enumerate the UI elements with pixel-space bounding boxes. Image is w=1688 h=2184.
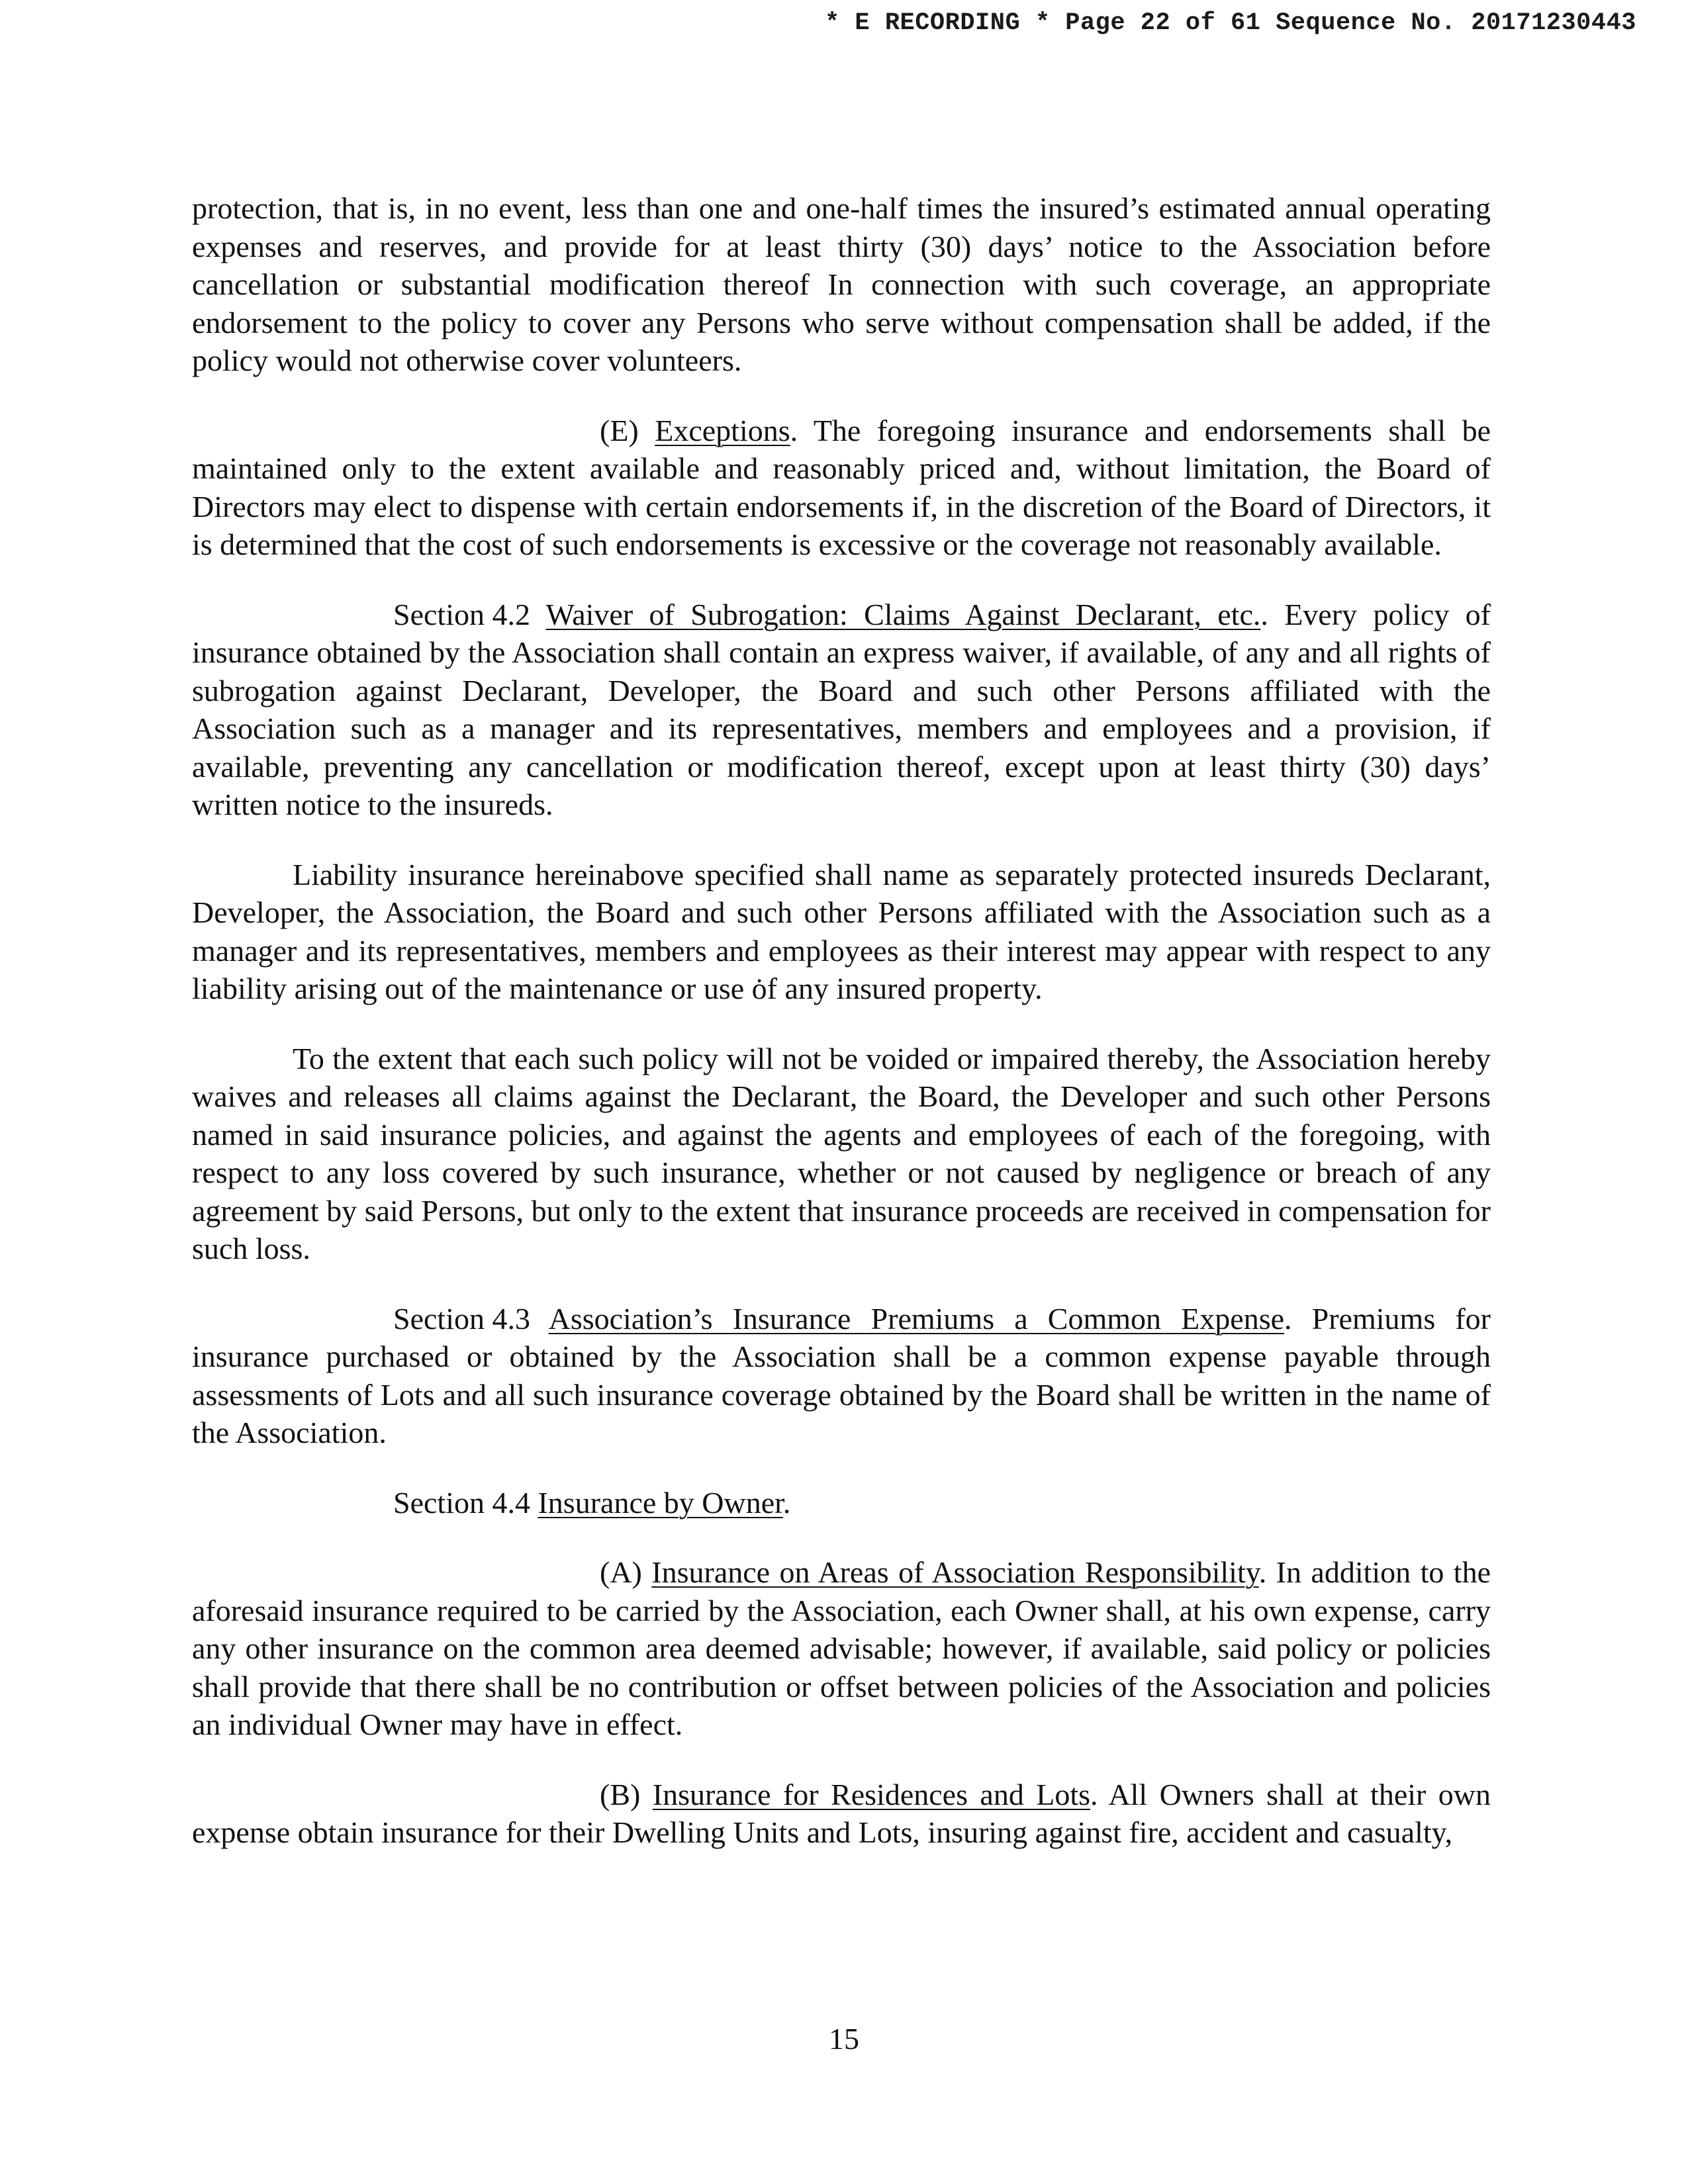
- paragraph-text: Liability insurance hereinabove specified shall name as separately protected insureds Declarant, Developer, the Association, the Board and such other Persons affiliated with the Association such as a manager and its representatives, members and employees as their interest may appear with respect to any liability arising out of the maintenance or use ȯf any insured property.: [192, 857, 1491, 1005]
- paragraph-association-responsibility: [192, 1553, 1491, 1744]
- paragraph-text: protection, that is, in no event, less than one and one-half times the insured’s estimated annual operating expenses and reserves, and provide for at least thirty (30) days’ notice to the Association before cancellation or substantial modification thereof In connection with such coverage, an appropriate endorsement to the policy to cover any Persons who serve without compensation shall be added, if the policy would not otherwise cover volunteers.: [192, 191, 1491, 377]
- subsection-heading: Insurance for Residences and Lots: [652, 1777, 1091, 1811]
- subsection-label: (A): [600, 1555, 642, 1589]
- paragraph-text: . Premiums for insurance purchased or obtained by the Association shall be a common expense payable through assessments of Lots and all such insurance coverage obtained by the Board shall be written in the name of the Association.: [192, 1301, 1491, 1449]
- paragraph-insurance-protection: [192, 189, 1491, 380]
- paragraph-text: . Every policy of insurance obtained by the Association shall contain an express waiver, if available, of any and all rights of subrogation against Declarant, Developer, the Board and such other Persons affiliated with the Association such as a manager and its representatives, members and employees and a provision, if available, preventing any cancellation or modification thereof, except upon at least thirty (30) days’ written notice to the insureds.: [192, 597, 1491, 821]
- paragraph-liability-insurance: [192, 856, 1491, 1008]
- section-label: Section 4.4: [393, 1485, 530, 1520]
- paragraph-exceptions: [192, 412, 1491, 564]
- recording-stamp: * E RECORDING * Page 22 of 61 Sequence No. 20171230443: [825, 9, 1636, 37]
- paragraph-text: . In addition to the aforesaid insurance required to be carried by the Association, each Owner shall, at his own expense, carry any other insurance on the common area deemed advisable; however, if available, said policy or policies shall provide that there shall be no contribution or offset between policies of the Association and policies an individual Owner may have in effect.: [192, 1555, 1491, 1741]
- section-label: Section 4.2: [393, 597, 530, 631]
- subsection-label: (E): [600, 413, 639, 447]
- page-number: 15: [829, 2022, 859, 2056]
- paragraph-text: . All Owners shall at their own expense obtain insurance for their Dwelling Units and Lots, insuring against fire, accident and casualty,: [192, 1777, 1491, 1849]
- paragraph-text: To the extent that each such policy will not be voided or impaired thereby, the Association hereby waives and releases all claims against the Declarant, the Board, the Developer and such other Persons named in said insurance policies, and against the agents and employees of each of the foregoing, with respect to any loss covered by such insurance, whether or not caused by negligence or breach of any agreement by said Persons, but only to the extent that insurance proceeds are received in compensation for such loss.: [192, 1041, 1491, 1265]
- paragraph-section-4-2: [192, 596, 1491, 824]
- paragraph-residences-lots: [192, 1776, 1491, 1852]
- paragraph-section-4-4: [192, 1484, 1491, 1522]
- section-heading: Waiver of Subrogation: Claims Against Declarant, etc.: [545, 597, 1261, 631]
- section-heading: Insurance by Owner: [538, 1485, 783, 1520]
- subsection-heading: Insurance on Areas of Association Responsibility: [651, 1555, 1259, 1589]
- paragraph-text: .: [782, 1485, 791, 1520]
- subsection-heading: Exceptions: [655, 413, 790, 447]
- paragraph-waiver-release: [192, 1040, 1491, 1268]
- section-heading: Association’s Insurance Premiums a Common Expense: [548, 1301, 1285, 1336]
- document-body: [192, 189, 1491, 1884]
- subsection-label: (B): [600, 1777, 641, 1811]
- paragraph-section-4-3: [192, 1300, 1491, 1452]
- paragraph-text: . The foregoing insurance and endorsements shall be maintained only to the extent available and reasonably priced and, without limitation, the Board of Directors may elect to dispense with certain endorsements if, in the discretion of the Board of Directors, it is determined that the cost of such endorsements is excessive or the coverage not reasonably available.: [192, 413, 1491, 561]
- section-label: Section 4.3: [393, 1301, 530, 1336]
